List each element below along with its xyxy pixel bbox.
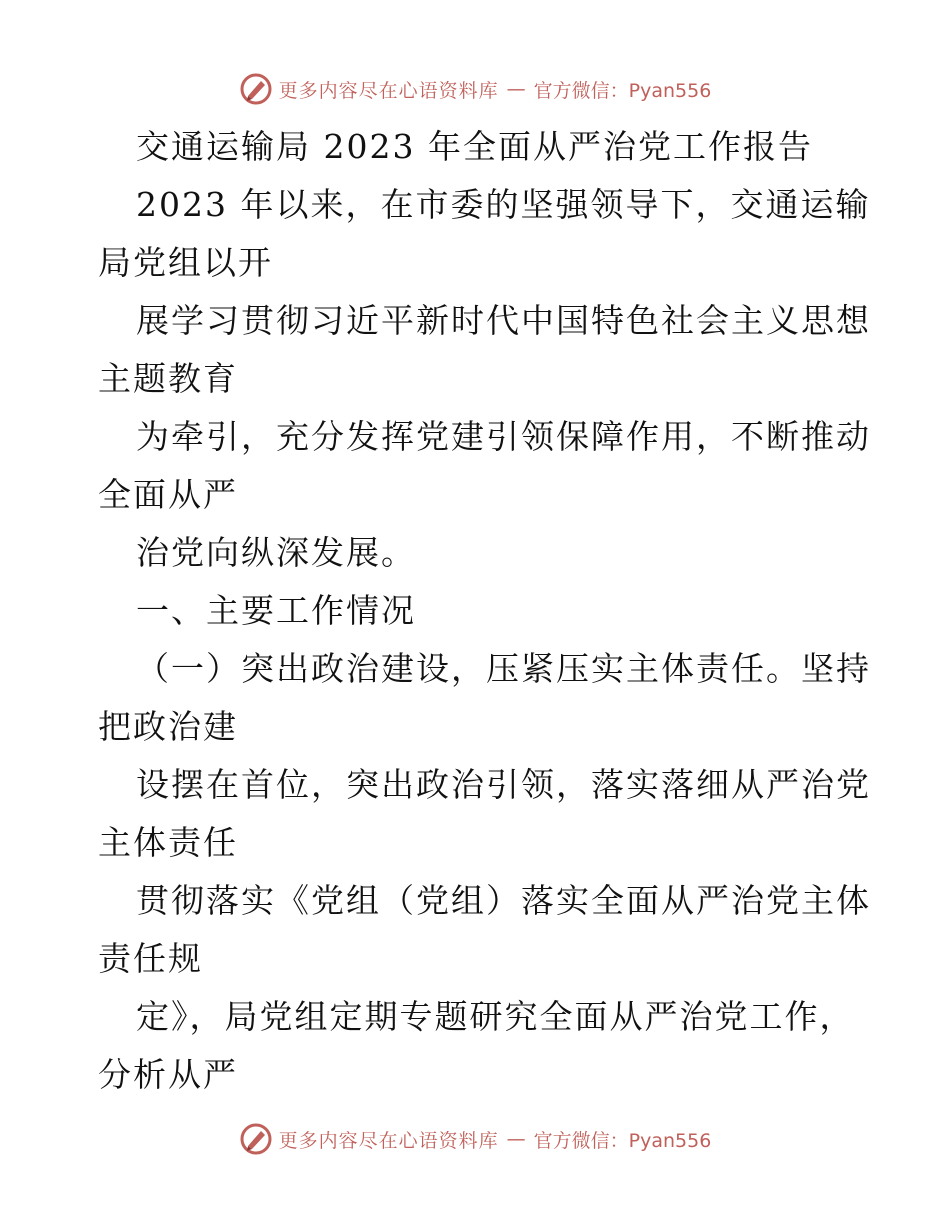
section-heading: 一、主要工作情况: [136, 591, 416, 630]
doc-line: 责任规: [98, 939, 203, 978]
pen-logo-icon: [239, 1122, 273, 1156]
doc-line: 主题教育: [98, 359, 238, 398]
doc-line: 局党组以开: [98, 243, 273, 282]
doc-line: 定》，局党组定期专题研究全面从严治党工作，: [136, 997, 855, 1036]
doc-line: 2023 年以来，在市委的坚强领导下，交通运输: [136, 185, 871, 224]
watermark-contact: 官方微信：Pyan556: [533, 79, 712, 102]
doc-line: 全面从严: [98, 475, 238, 514]
header-watermark: [0, 72, 950, 106]
pen-logo-icon: [239, 72, 273, 106]
doc-line: 主体责任: [98, 823, 238, 862]
doc-line: 贯彻落实《党组（党组）落实全面从严治党主体: [136, 881, 871, 920]
watermark-separator: —: [506, 78, 526, 100]
doc-line: 分析从严: [98, 1055, 238, 1094]
doc-title: 交通运输局 2023 年全面从严治党工作报告: [136, 127, 813, 166]
document-body: [98, 118, 871, 1104]
doc-line: 为牵引，充分发挥党建引领保障作用，不断推动: [136, 417, 871, 456]
doc-line: 展学习贯彻习近平新时代中国特色社会主义思想: [136, 301, 871, 340]
watermark-text: 更多内容尽在心语资料库: [278, 79, 499, 102]
watermark-separator: —: [506, 1128, 526, 1150]
watermark-contact: 官方微信：Pyan556: [533, 1129, 712, 1152]
doc-line: 把政治建: [98, 707, 238, 746]
footer-watermark: [0, 1122, 950, 1156]
watermark-text: 更多内容尽在心语资料库: [278, 1129, 499, 1152]
doc-line: 设摆在首位，突出政治引领，落实落细从严治党: [136, 765, 871, 804]
doc-line: 治党向纵深发展。: [136, 533, 416, 572]
subsection-heading: （一）突出政治建设，压紧压实主体责任。坚持: [136, 649, 871, 688]
